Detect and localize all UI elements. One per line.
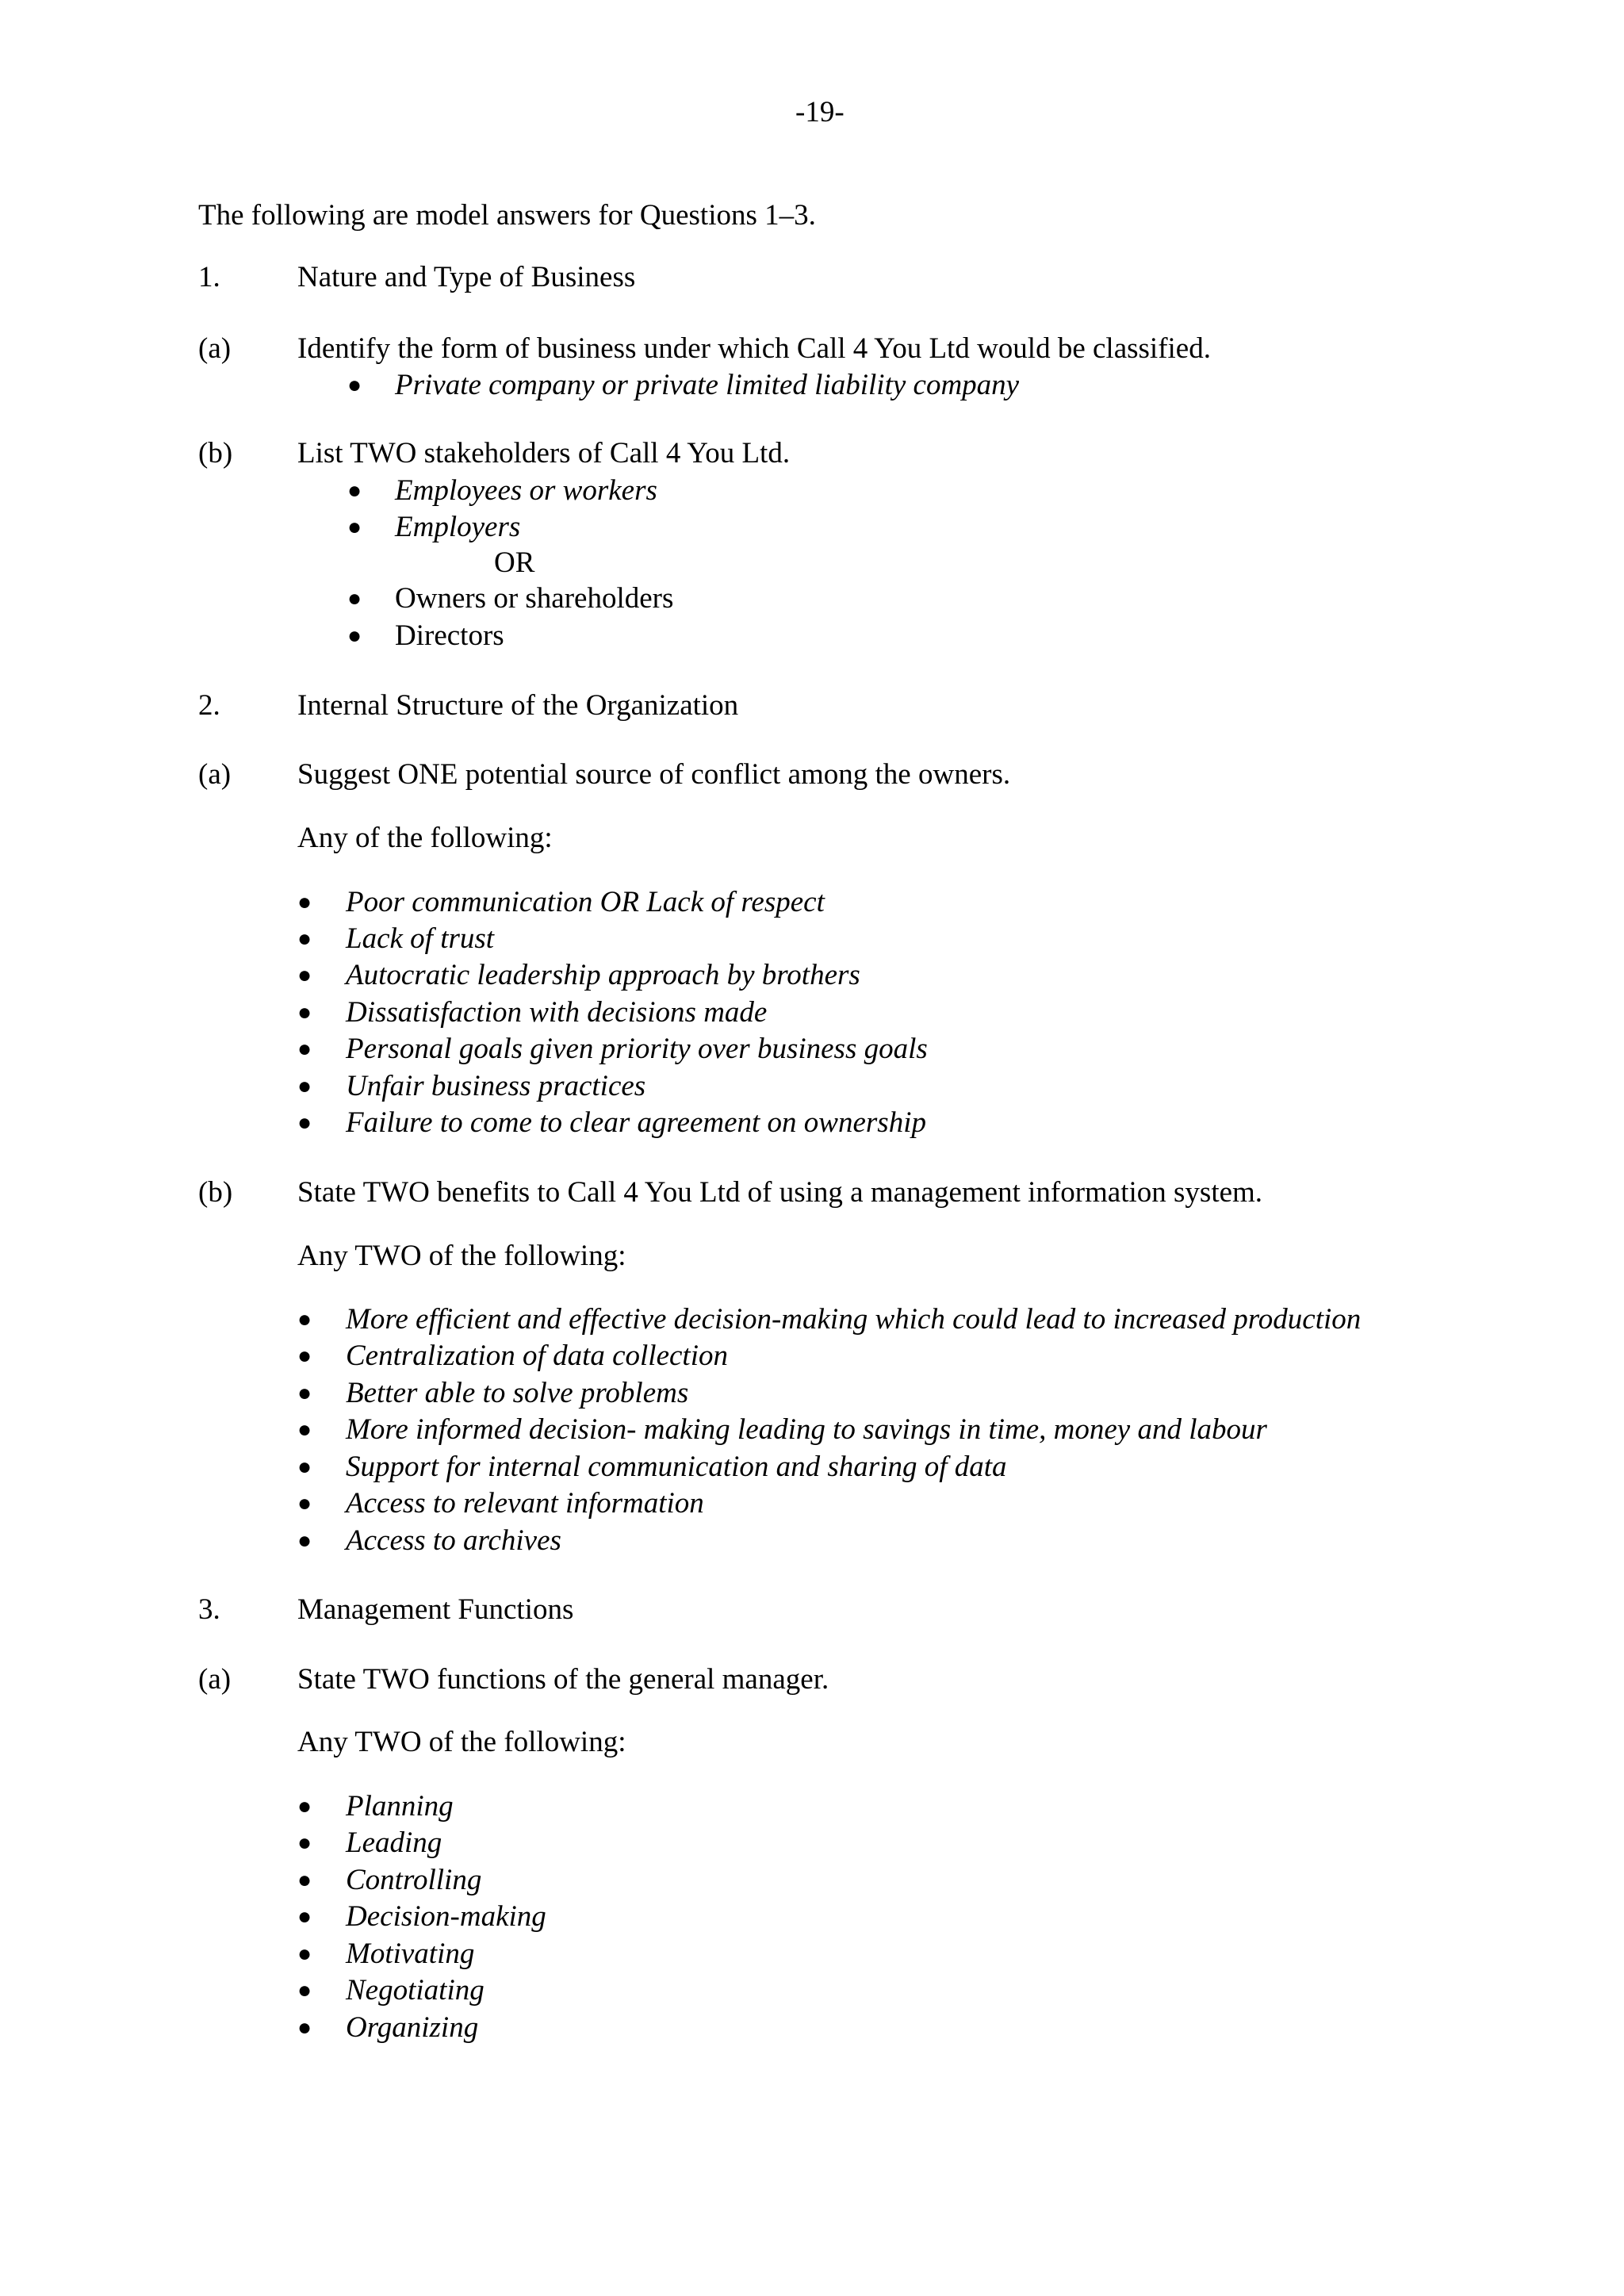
q1b-answer: Directors <box>395 619 504 652</box>
q3a-answer: Decision-making <box>346 1900 546 1933</box>
bullet-icon: ● <box>297 1380 312 1406</box>
q1a-label: (a) <box>198 332 232 365</box>
q1b-answer: Employers <box>395 511 521 543</box>
bullet-icon: ● <box>297 1793 312 1819</box>
bullet-icon: ● <box>297 1454 312 1480</box>
bullet-icon: ● <box>297 1343 312 1369</box>
q2a-answer: Unfair business practices <box>346 1070 646 1102</box>
bullet-icon: ● <box>297 1903 312 1930</box>
q2b-answer: Access to relevant information <box>346 1487 704 1520</box>
intro-text: The following are model answers for Questions 1–3. <box>198 199 816 232</box>
bullet-icon: ● <box>297 1073 312 1099</box>
bullet-icon: ● <box>297 1110 312 1136</box>
q3a-label: (a) <box>198 1663 232 1696</box>
q3a-answer: Motivating <box>346 1938 475 1970</box>
bullet-icon: ● <box>347 372 362 398</box>
q2-number: 2. <box>198 689 220 722</box>
q2b-answer: Support for internal communication and sharing of data <box>346 1451 1007 1483</box>
bullet-icon: ● <box>297 1306 312 1332</box>
bullet-icon: ● <box>347 477 362 504</box>
q2b-answer: Better able to solve problems <box>346 1377 689 1409</box>
bullet-icon: ● <box>297 962 312 988</box>
bullet-icon: ● <box>297 1830 312 1856</box>
q1-title: Nature and Type of Business <box>297 261 636 293</box>
q2b-answer: More efficient and effective decision-making which could lead to increased production <box>346 1303 1362 1336</box>
q1b-answer: Owners or shareholders <box>395 582 674 615</box>
q3a-lead: Any TWO of the following: <box>297 1726 626 1758</box>
bullet-icon: ● <box>297 1490 312 1516</box>
q2a-answer: Failure to come to clear agreement on ownership <box>346 1106 926 1139</box>
bullet-icon: ● <box>347 623 362 649</box>
q3-title: Management Functions <box>297 1593 574 1626</box>
q3a-answer: Organizing <box>346 2011 479 2044</box>
q3a-question: State TWO functions of the general manager. <box>297 1663 829 1696</box>
bullet-icon: ● <box>297 1416 312 1443</box>
q2b-answer: More informed decision- making leading to savings in time, money and labour <box>346 1413 1267 1446</box>
q2a-answer: Dissatisfaction with decisions made <box>346 996 768 1029</box>
q1-number: 1. <box>198 261 220 293</box>
q2a-answer: Poor communication OR Lack of respect <box>346 886 825 918</box>
q2b-lead: Any TWO of the following: <box>297 1240 626 1272</box>
bullet-icon: ● <box>347 514 362 540</box>
bullet-icon: ● <box>297 926 312 952</box>
q2-title: Internal Structure of the Organization <box>297 689 739 722</box>
q1b-answer: Employees or workers <box>395 474 657 507</box>
bullet-icon: ● <box>297 1527 312 1554</box>
q3a-answer: Negotiating <box>346 1974 485 2007</box>
q2a-question: Suggest ONE potential source of conflict among the owners. <box>297 758 1011 791</box>
q2b-question: State TWO benefits to Call 4 You Ltd of using a management information system. <box>297 1176 1263 1209</box>
q2b-answer: Access to archives <box>346 1524 561 1557</box>
q2a-label: (a) <box>198 758 232 791</box>
bullet-icon: ● <box>297 999 312 1025</box>
q3-number: 3. <box>198 1593 220 1626</box>
q1b-label: (b) <box>198 437 233 470</box>
q2a-answer: Autocratic leadership approach by brothers <box>346 959 860 991</box>
q1b-question: List TWO stakeholders of Call 4 You Ltd. <box>297 437 791 470</box>
q2a-answer: Personal goals given priority over business goals <box>346 1033 928 1065</box>
bullet-icon: ● <box>347 585 362 611</box>
q1b-or-label: OR <box>494 546 535 579</box>
bullet-icon: ● <box>297 1867 312 1893</box>
q2a-answer: Lack of trust <box>346 922 495 955</box>
bullet-icon: ● <box>297 2014 312 2041</box>
bullet-icon: ● <box>297 889 312 915</box>
bullet-icon: ● <box>297 1977 312 2003</box>
q3a-answer: Planning <box>346 1790 454 1823</box>
q2a-lead: Any of the following: <box>297 822 553 854</box>
q2b-label: (b) <box>198 1176 233 1209</box>
bullet-icon: ● <box>297 1941 312 1967</box>
q3a-answer: Controlling <box>346 1864 482 1896</box>
bullet-icon: ● <box>297 1036 312 1062</box>
q1a-question: Identify the form of business under which Call 4 You Ltd would be classified. <box>297 332 1211 365</box>
q3a-answer: Leading <box>346 1826 442 1859</box>
page-number: -19- <box>795 96 845 128</box>
q2b-answer: Centralization of data collection <box>346 1340 728 1372</box>
q1a-answer: Private company or private limited liability company <box>395 369 1020 401</box>
